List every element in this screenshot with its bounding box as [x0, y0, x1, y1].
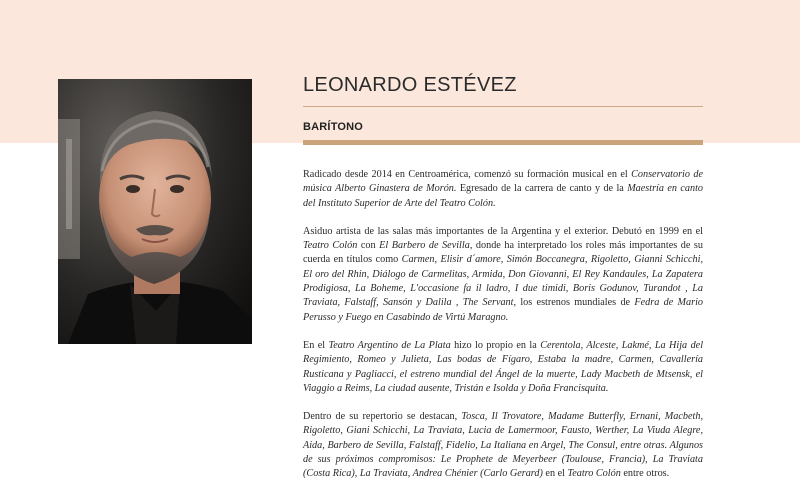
bio-emphasis: Carmen, Elisir d´amore, Simón Boccanegra, Rigoletto, Gianni Schicchi, El oro del Rhin, Diálogo de Carmelitas, Armida, Don Giovanni, El Rey Kandaules, La Zapatera Prodigiosa, La Boheme, L'occasione fa il ladro, I due timidi, Boris Godunov, Turandot , La Traviata, Falstaff, Sansón y Dalila , The Servant — [303, 254, 704, 309]
bio-paragraph — [303, 410, 703, 481]
bio-text: En el — [303, 339, 329, 351]
bio-text: , donde ha interpretado los roles más importantes de su cuerda en títulos como — [303, 240, 703, 266]
bio-emphasis: Fedra de Mario Perusso y Fuego en Casabindo de Virtú Maragno. — [303, 297, 704, 323]
bio-text: Egresado de la carrera de canto y de la — [456, 183, 628, 195]
portrait-illustration — [58, 79, 252, 344]
bio-paragraph — [303, 225, 703, 325]
bio-text: , los estrenos mundiales de — [513, 297, 635, 309]
bio-text: hizo lo propio en la — [450, 339, 541, 351]
bio-emphasis: El Barbero de Sevilla — [379, 240, 470, 252]
bio-text: Asiduo artista de las salas más importantes de la Argentina y el exterior. Debutó en 1999 en el — [303, 225, 703, 237]
title-divider — [303, 106, 703, 107]
bio-text: con — [357, 240, 380, 252]
bio-emphasis: Tosca, Il Trovatore, Madame Butterfly, Ernani, Macbeth, Rigoletto, Giani Schicchi, La Traviata, Lucia de Lamermoor, Fausto, Werther, La Viuda Alegre, Aida, Barbero de Sevilla, Falstaff, Fidelio, La Italiana en Argel, The Consul, entre otras. Algunos de sus próximos compromisos: Le Prophete de Meyerbeer (Toulouse, Francia), La Traviata (Costa Rica), La Traviata, Andrea Chénier (Carlo Gerard) — [303, 411, 704, 480]
voice-type-label: BARÍTONO — [303, 121, 364, 133]
bio-paragraph — [303, 339, 703, 396]
bio-emphasis: Teatro Argentino de La Plata — [328, 339, 451, 351]
biography — [303, 168, 703, 496]
portrait-photo — [58, 79, 252, 344]
bio-text: entre otros. — [620, 468, 670, 480]
bio-emphasis: Maestría en canto del Instituto Superior de Arte del Teatro Colón. — [303, 183, 703, 209]
bio-paragraph — [303, 168, 703, 211]
bio-emphasis: Teatro Colón — [303, 240, 358, 252]
bio-emphasis: Cerentola, Alceste, Lakmé, La Hija del Regimiento, Romeo y Julieta, Las bodas de Fígaro, Estaba la madre, Carmen, Cavallería Rusticana y Pagliacci, el estreno mundial del Ángel de la muerte, Lady Macbeth de Mtsensk, el Viaggio a Reims, La ciudad ausente, Tristán e Isolda y Doña Francisquita. — [303, 339, 704, 394]
artist-name: LEONARDO ESTÉVEZ — [303, 74, 517, 96]
bio-emphasis: Teatro Colón — [567, 468, 621, 480]
bio-emphasis: Conservatorio de música Alberto Ginastera de Morón. — [303, 169, 704, 195]
bio-text: en el — [542, 468, 568, 480]
bio-text: Radicado desde 2014 en Centroamérica, comenzó su formación musical en el — [303, 169, 632, 180]
bio-text: Dentro de su repertorio se destacan, — [303, 411, 462, 423]
accent-divider — [303, 140, 703, 145]
